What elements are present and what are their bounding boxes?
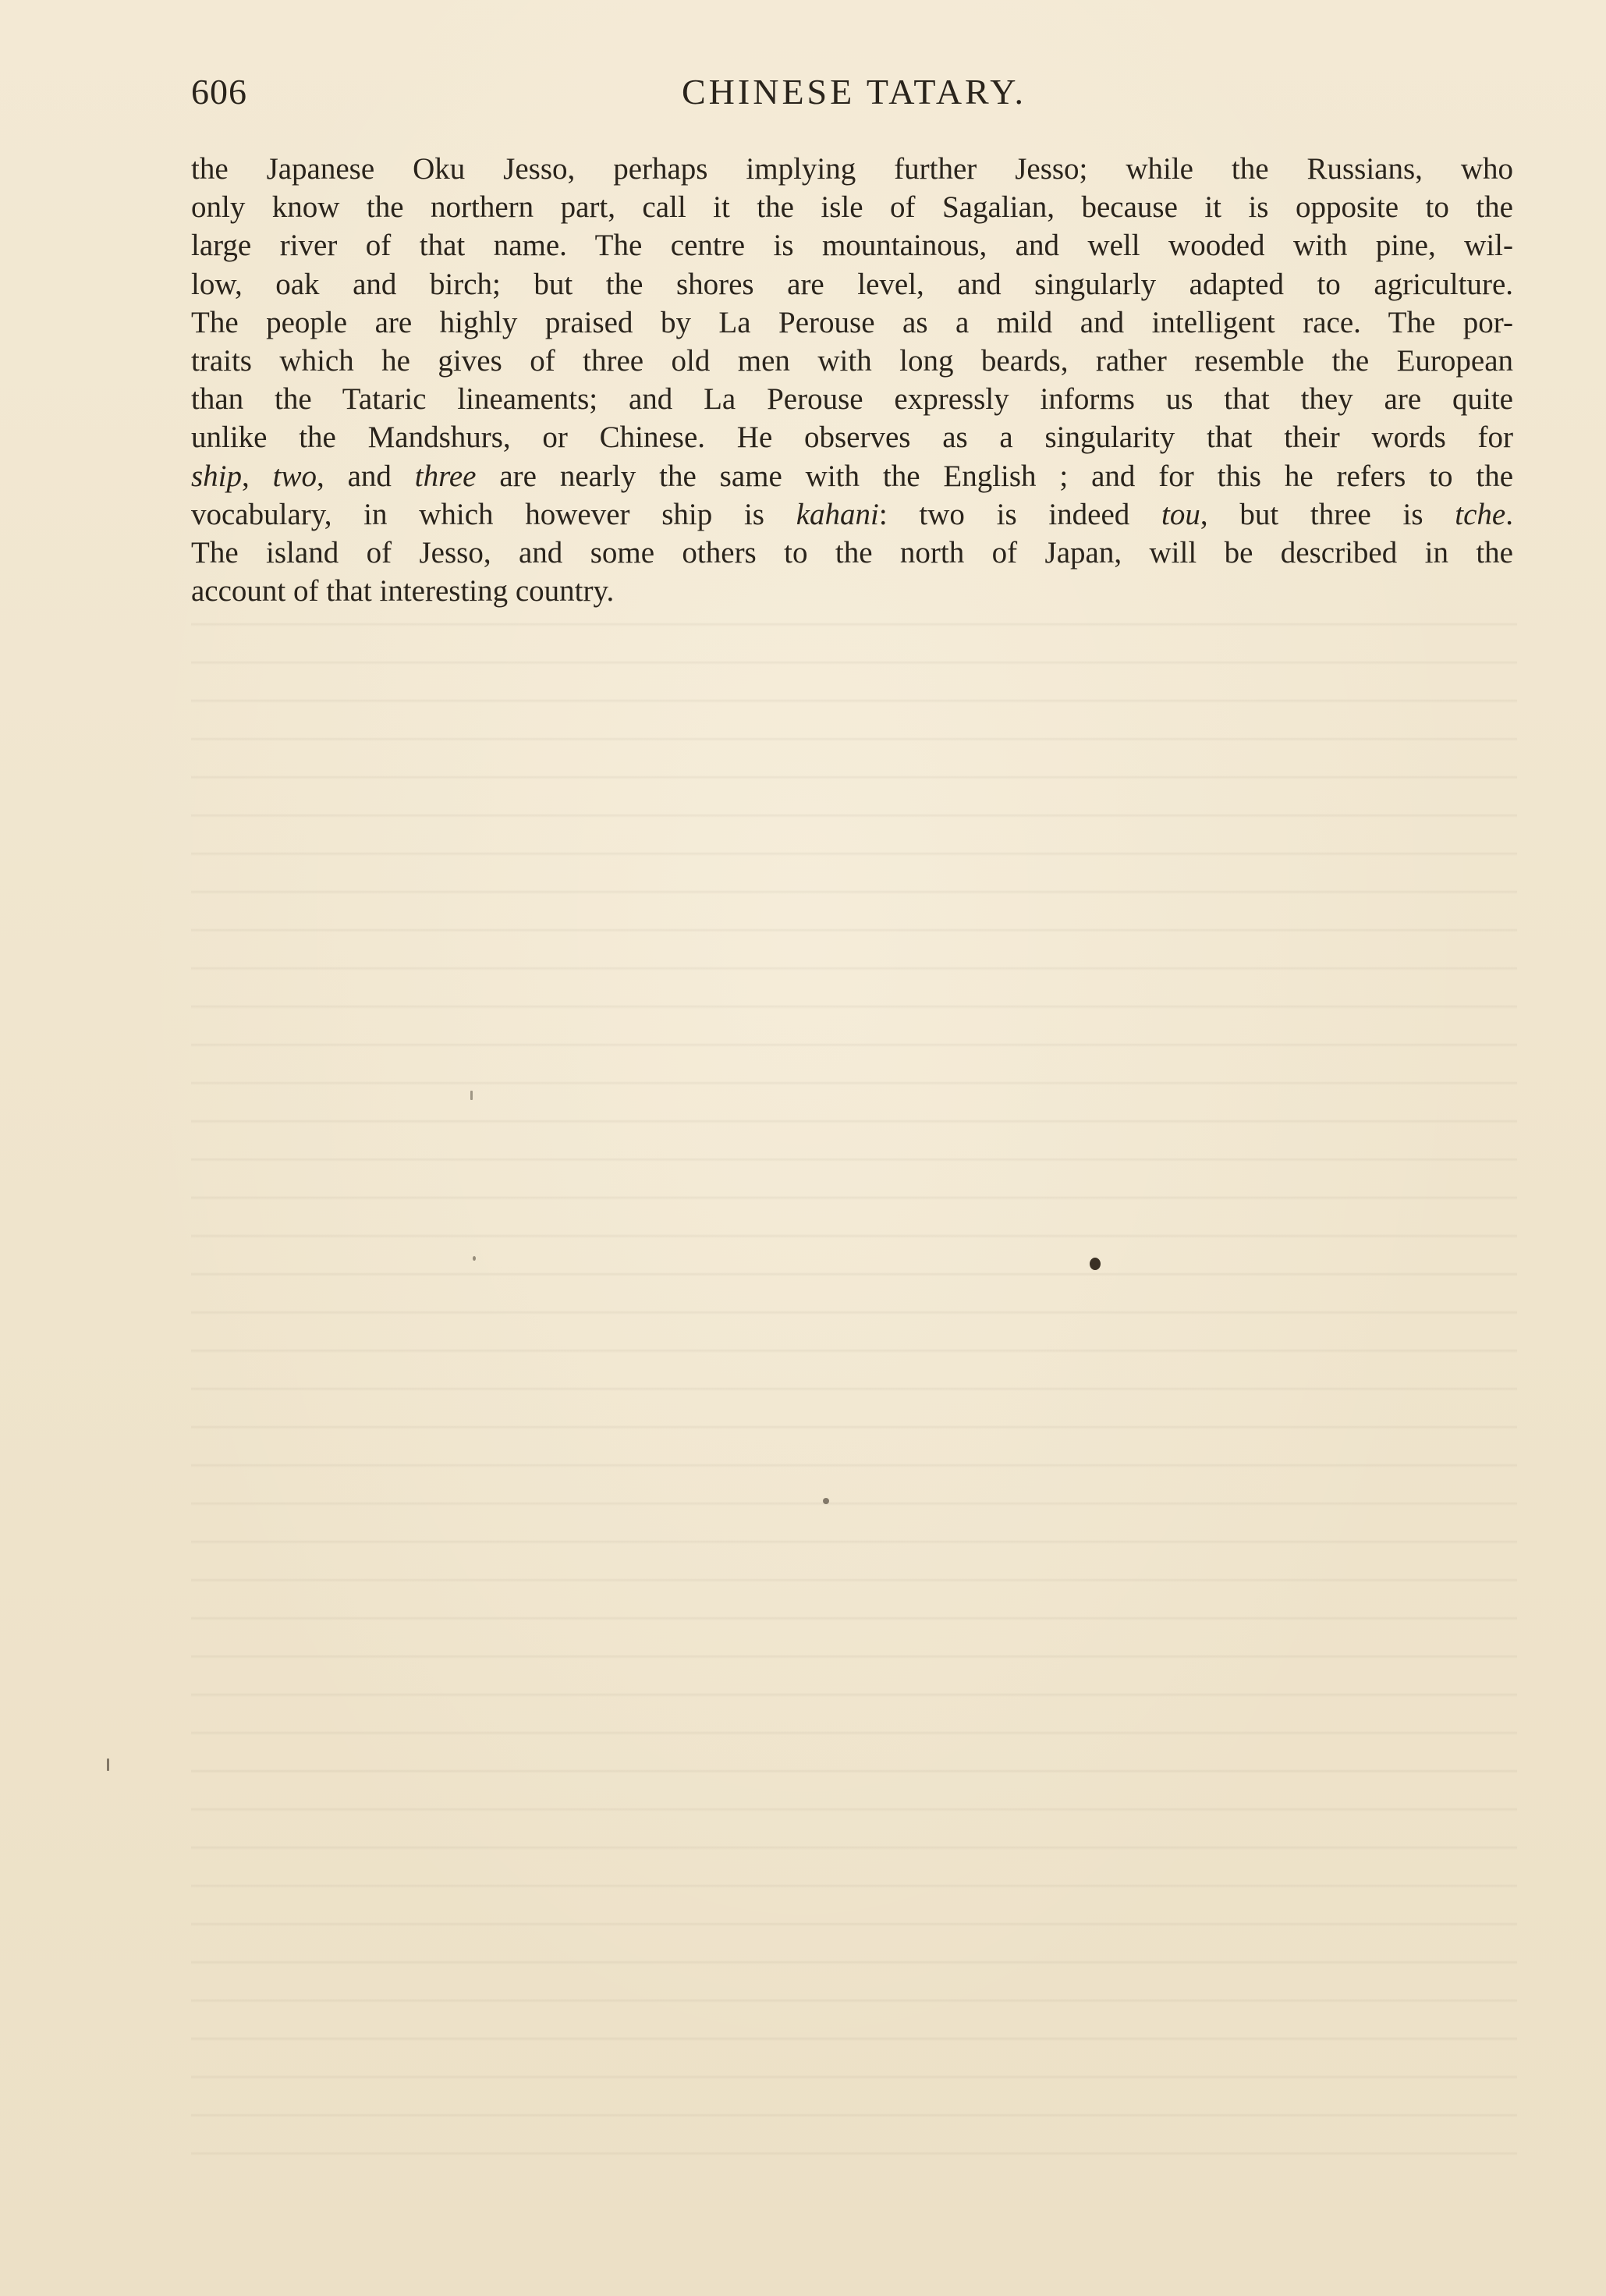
ink-speck bbox=[1090, 1258, 1101, 1270]
text-line-2: only know the northern part, call it the isle of Sagalian, because it is opposite to the bbox=[191, 190, 1513, 225]
text-line-3: large river of that name. The centre is mountainous, and well wooded with pine, wil- bbox=[191, 229, 1513, 263]
text-line-9: ship, two, and three are nearly the same with the English ; and for this he refers to the bbox=[191, 459, 1514, 493]
body-paragraph bbox=[191, 150, 1513, 610]
text-line-1: the Japanese Oku Jesso, perhaps implying further Jesso; while the Russians, who bbox=[191, 152, 1513, 186]
ink-speck bbox=[473, 1256, 476, 1261]
text-line-12: account of that interesting country. bbox=[191, 574, 615, 609]
running-title: CHINESE TATARY. bbox=[682, 72, 1026, 112]
text-line-11: The island of Jesso, and some others to the north of Japan, will be described in the bbox=[191, 535, 1513, 570]
text-line-6: traits which he gives of three old men with long beards, rather resemble the European bbox=[191, 343, 1513, 378]
text-line-8: unlike the Mandshurs, or Chinese. He observes as a singularity that their words for bbox=[191, 421, 1513, 455]
ink-speck bbox=[107, 1758, 109, 1771]
reverse-page-show-through bbox=[191, 601, 1517, 2161]
text-line-7: than the Tataric lineaments; and La Perouse expressly informs us that they are quite bbox=[191, 382, 1513, 417]
text-line-4: low, oak and birch; but the shores are level, and singularly adapted to agriculture. bbox=[191, 267, 1513, 301]
page-header bbox=[191, 69, 1517, 115]
page-number: 606 bbox=[191, 72, 247, 112]
ink-speck bbox=[470, 1091, 473, 1100]
text-line-10: vocabulary, in which however ship is kahani: two is indeed tou, but three is tche. bbox=[191, 497, 1513, 531]
ink-speck bbox=[823, 1498, 829, 1504]
text-line-5: The people are highly praised by La Perouse as a mild and intelligent race. The por- bbox=[191, 305, 1513, 339]
